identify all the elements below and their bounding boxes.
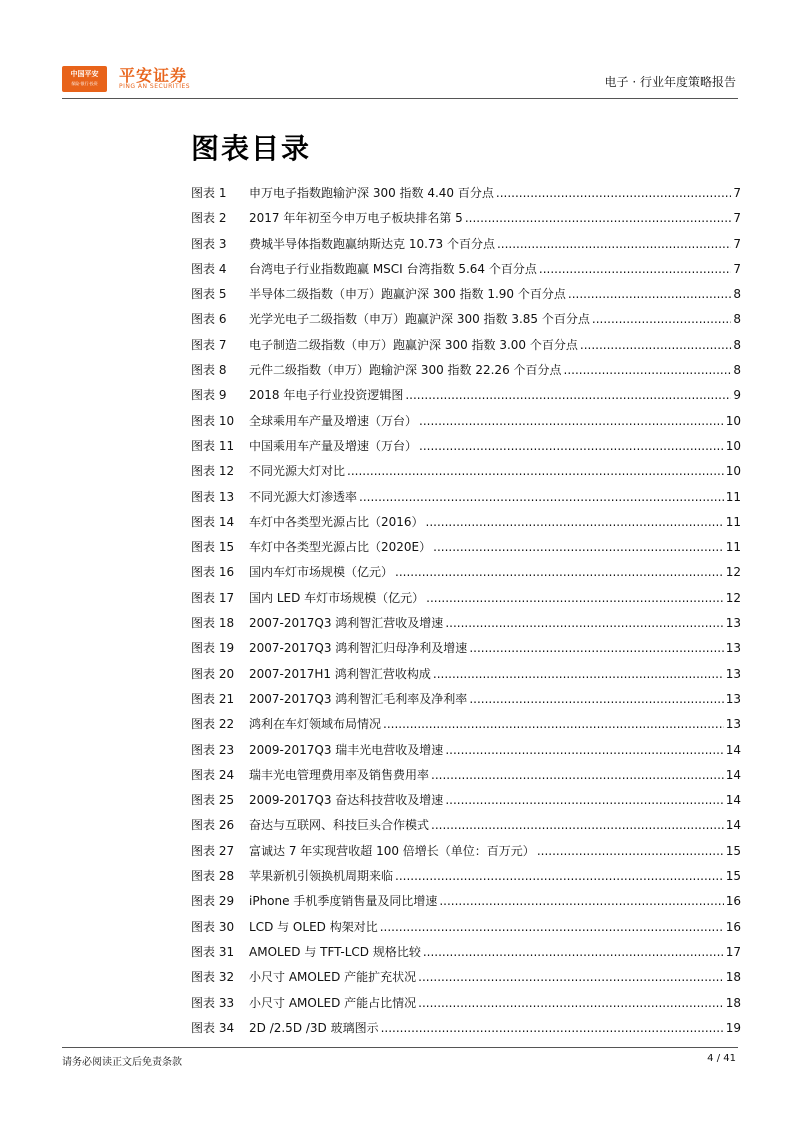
toc-entry-page: 12 [725,590,741,605]
toc-entry-title: 2018 年电子行业投资逻辑图 [249,388,404,403]
toc-entry[interactable] [191,510,741,535]
toc-entry-label: 图表 8 [191,363,227,378]
toc-entry-title: 申万电子指数跑输沪深 300 指数 4.40 百分点 [249,186,494,200]
toc-entry-page: 18 [725,970,741,985]
toc-entry-label: 图表 22 [191,717,235,732]
toc-entry-label: 图表 23 [191,742,235,757]
toc-entry-label: 图表 1 [191,186,227,200]
toc-entry-page: 13 [725,691,741,706]
toc-entry-page: 8 [733,312,741,327]
toc-entry[interactable] [191,662,741,687]
toc-entry[interactable] [191,965,741,990]
toc-entry-label: 图表 4 [191,261,227,276]
toc-entry[interactable] [191,788,741,813]
toc-entry[interactable] [191,813,741,838]
toc-dot-leader [426,586,724,611]
toc-entry-page: 17 [725,944,741,959]
toc-entry[interactable] [191,434,741,459]
toc-entry[interactable] [191,1016,741,1041]
toc-entry-label: 图表 20 [191,666,235,681]
toc-dot-leader [580,333,731,358]
logo-box-top-text: 中国平安 [70,70,99,78]
footer-divider [62,1047,738,1048]
toc-entry[interactable] [191,940,741,965]
toc-entry-page: 9 [733,388,741,403]
toc-dot-leader [419,409,724,434]
toc-entry-label: 图表 17 [191,590,235,605]
toc-dot-leader [568,282,731,307]
toc-entry-label: 图表 30 [191,919,235,934]
toc-entry-page: 8 [733,363,741,378]
toc-entry-label: 图表 28 [191,869,235,884]
toc-entry[interactable] [191,991,741,1016]
toc-entry-page: 14 [725,818,741,833]
toc-dot-leader [564,358,732,383]
toc-entry-title: 车灯中各类型光源占比（2020E） [249,540,432,555]
toc-entry-title: 2007-2017Q3 鸿利智汇营收及增速 [249,616,444,631]
toc-entry-page: 15 [725,843,741,858]
toc-entry-title: 元件二级指数（申万）跑输沪深 300 指数 22.26 个百分点 [249,363,562,378]
toc-dot-leader [405,383,731,408]
table-of-figures [191,181,741,1041]
toc-entry[interactable] [191,636,741,661]
toc-entry-title: 苹果新机引领换机周期来临 [249,869,394,884]
toc-entry-label: 图表 18 [191,616,235,631]
toc-entry-page: 16 [725,919,741,934]
toc-entry-page: 15 [725,869,741,884]
toc-entry-title: 小尺寸 AMOLED 产能占比情况 [249,995,417,1010]
toc-entry-title: 2009-2017Q3 奋达科技营收及增速 [249,793,444,808]
toc-entry-title: 光学光电子二级指数（申万）跑赢沪深 300 指数 3.85 个百分点 [249,312,590,327]
toc-entry-page: 12 [725,565,741,580]
toc-entry-title: 富诚达 7 年实现营收超 100 倍增长（单位：百万元） [249,843,535,858]
toc-dot-leader [359,485,724,510]
toc-entry[interactable] [191,712,741,737]
toc-entry-label: 图表 6 [191,312,227,327]
toc-entry[interactable] [191,459,741,484]
toc-entry[interactable] [191,257,741,282]
toc-entry-page: 13 [725,717,741,732]
toc-dot-leader [433,662,724,687]
toc-dot-leader [537,839,724,864]
toc-entry-label: 图表 12 [191,464,235,479]
toc-entry-page: 7 [733,211,741,226]
page-header [0,0,800,100]
brand-name-en: PING AN SECURITIES [119,83,191,90]
toc-dot-leader [445,738,723,763]
toc-entry-label: 图表 16 [191,565,235,580]
toc-dot-leader [465,206,732,231]
toc-entry-title: 国内 LED 车灯市场规模（亿元） [249,590,425,605]
toc-entry-label: 图表 25 [191,793,235,808]
toc-entry-title: 不同光源大灯对比 [249,464,346,479]
toc-entry-label: 图表 24 [191,767,235,782]
toc-entry-title: 奋达与互联网、科技巨头合作模式 [249,818,430,833]
toc-entry-title: 2017 年年初至今申万电子板块排名第 5 [249,211,463,226]
footer-page-number: 4 / 41 [707,1053,736,1064]
toc-entry-label: 图表 3 [191,236,227,251]
toc-entry-title: 瑞丰光电管理费用率及销售费用率 [249,767,430,782]
toc-entry-title: 2007-2017H1 鸿利智汇营收构成 [249,666,431,681]
toc-entry[interactable] [191,181,741,206]
toc-entry-page: 8 [733,337,741,352]
toc-dot-leader [592,307,731,332]
toc-entry[interactable] [191,586,741,611]
toc-entry-label: 图表 27 [191,843,235,858]
toc-entry-title: 中国乘用车产量及增速（万台） [249,438,418,453]
toc-entry[interactable] [191,535,741,560]
logo-box-bottom-text: 保险·银行·投资 [71,81,98,86]
toc-entry-page: 8 [733,287,741,302]
toc-dot-leader [347,459,724,484]
toc-entry-title: 台湾电子行业指数跑赢 MSCI 台湾指数 5.64 个百分点 [249,261,537,276]
toc-dot-leader [419,434,724,459]
toc-dot-leader [418,991,724,1016]
toc-entry[interactable] [191,839,741,864]
toc-entry[interactable] [191,282,741,307]
brand-name-cn: 平安证券 [119,66,188,85]
toc-entry[interactable] [191,611,741,636]
toc-dot-leader [381,1016,724,1041]
toc-entry[interactable] [191,206,741,231]
toc-dot-leader [431,813,724,838]
toc-entry[interactable] [191,915,741,940]
toc-entry-page: 13 [725,616,741,631]
toc-entry[interactable] [191,232,741,257]
toc-entry-page: 18 [725,995,741,1010]
toc-dot-leader [426,510,724,535]
toc-entry-page: 11 [725,489,741,504]
toc-dot-leader [395,560,724,585]
toc-entry-title: 全球乘用车产量及增速（万台） [249,413,418,428]
toc-entry[interactable] [191,560,741,585]
toc-dot-leader [418,965,724,990]
ping-an-logo [62,66,107,92]
toc-entry[interactable] [191,738,741,763]
toc-entry[interactable] [191,864,741,889]
toc-entry-label: 图表 9 [191,388,227,403]
toc-entry-label: 图表 32 [191,970,235,985]
toc-dot-leader [469,636,723,661]
toc-entry-title: 半导体二级指数（申万）跑赢沪深 300 指数 1.90 个百分点 [249,287,566,302]
toc-dot-leader [395,864,724,889]
toc-entry-title: AMOLED 与 TFT-LCD 规格比较 [249,944,421,959]
toc-entry-title: 鸿利在车灯领域布局情况 [249,717,382,732]
toc-dot-leader [469,687,723,712]
toc-dot-leader [433,535,724,560]
toc-entry[interactable] [191,307,741,332]
footer-disclaimer: 请务必阅读正文后免责条款 [62,1057,182,1068]
toc-entry[interactable] [191,383,741,408]
toc-entry-page: 14 [725,793,741,808]
toc-entry-title: 车灯中各类型光源占比（2016） [249,514,424,529]
toc-entry[interactable] [191,763,741,788]
toc-dot-leader [383,712,724,737]
toc-entry-page: 14 [725,742,741,757]
toc-entry-title: 国内车灯市场规模（亿元） [249,565,394,580]
toc-dot-leader [380,915,724,940]
report-type: 电子 · 行业年度策略报告 [604,75,736,89]
toc-entry-label: 图表 29 [191,894,235,909]
toc-entry-title: iPhone 手机季度销售量及同比增速 [249,894,438,909]
toc-entry[interactable] [191,687,741,712]
toc-entry-label: 图表 19 [191,641,235,656]
toc-entry-page: 16 [725,894,741,909]
toc-entry-page: 7 [733,186,741,200]
toc-entry-label: 图表 34 [191,1020,235,1035]
toc-entry-title: 2007-2017Q3 鸿利智汇毛利率及净利率 [249,691,468,706]
toc-entry-label: 图表 7 [191,337,227,352]
toc-entry[interactable] [191,358,741,383]
toc-entry[interactable] [191,485,741,510]
toc-entry-title: 2D /2.5D /3D 玻璃图示 [249,1020,379,1035]
toc-entry-page: 10 [725,464,741,479]
toc-dot-leader [496,181,731,206]
toc-entry-label: 图表 5 [191,287,227,302]
toc-entry-page: 13 [725,666,741,681]
toc-entry-label: 图表 14 [191,514,235,529]
toc-entry-page: 10 [725,413,741,428]
toc-entry[interactable] [191,409,741,434]
toc-entry-label: 图表 11 [191,438,235,453]
toc-dot-leader [539,257,731,282]
toc-entry[interactable] [191,889,741,914]
toc-entry-page: 11 [725,540,741,555]
toc-entry-title: 小尺寸 AMOLED 产能扩充状况 [249,970,417,985]
toc-dot-leader [445,611,723,636]
toc-entry-title: 2007-2017Q3 鸿利智汇归母净利及增速 [249,641,468,656]
toc-entry-title: 不同光源大灯渗透率 [249,489,358,504]
toc-entry-page: 13 [725,641,741,656]
toc-entry-label: 图表 31 [191,944,235,959]
toc-entry-title: LCD 与 OLED 构架对比 [249,919,378,934]
toc-dot-leader [439,889,723,914]
toc-entry-page: 19 [725,1020,741,1035]
toc-dot-leader [431,763,724,788]
toc-entry[interactable] [191,333,741,358]
header-divider [62,98,738,99]
toc-entry-page: 7 [733,236,741,251]
toc-entry-page: 7 [733,261,741,276]
toc-dot-leader [423,940,724,965]
toc-entry-label: 图表 21 [191,691,235,706]
page-title: 图表目录 [191,132,312,165]
toc-entry-label: 图表 2 [191,211,227,226]
toc-entry-page: 11 [725,514,741,529]
toc-dot-leader [497,232,731,257]
toc-entry-label: 图表 33 [191,995,235,1010]
toc-entry-title: 费城半导体指数跑赢纳斯达克 10.73 个百分点 [249,236,495,251]
toc-entry-page: 14 [725,767,741,782]
toc-entry-title: 2009-2017Q3 瑞丰光电营收及增速 [249,742,444,757]
toc-dot-leader [445,788,723,813]
toc-entry-label: 图表 15 [191,540,235,555]
toc-entry-label: 图表 10 [191,413,235,428]
toc-entry-title: 电子制造二级指数（申万）跑赢沪深 300 指数 3.00 个百分点 [249,337,578,352]
toc-entry-page: 10 [725,438,741,453]
toc-entry-label: 图表 26 [191,818,235,833]
toc-entry-label: 图表 13 [191,489,235,504]
